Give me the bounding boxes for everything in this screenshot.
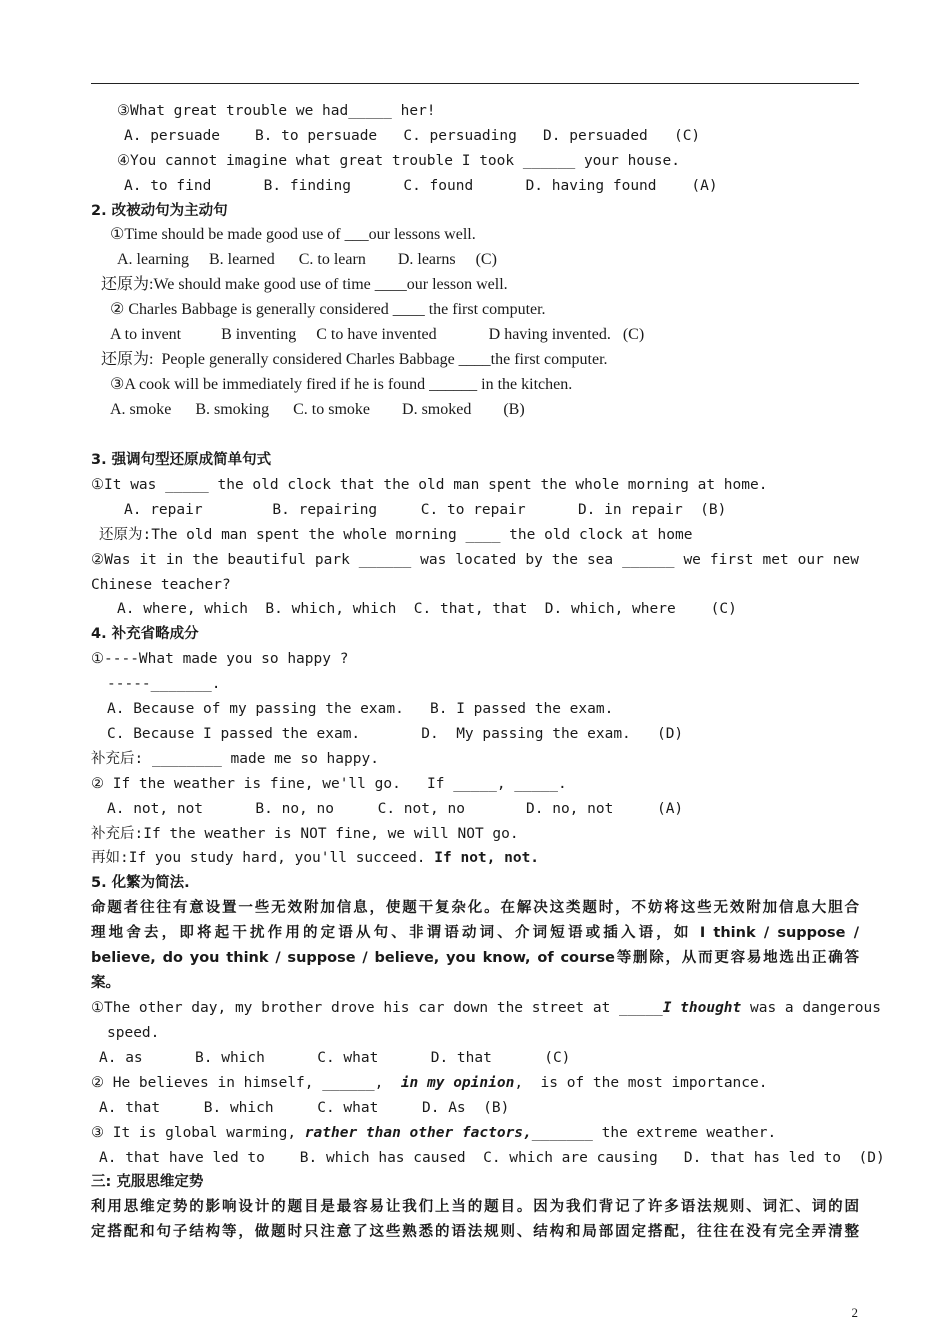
s4-question-1-options-ab: A. Because of my passing the exam. B. I passed the exam.	[107, 701, 614, 717]
s4-question-1-stem: ①----What made you so happy ?	[91, 651, 349, 667]
question-4-stem: ④You cannot imagine what great trouble I took ______ your house.	[117, 153, 680, 169]
section-4-heading: 4. 补充省略成分	[91, 626, 199, 642]
question-3-options: A. persuade B. to persuade C. persuading D. persuaded (C)	[124, 128, 701, 144]
header-rule	[91, 83, 859, 84]
s5-q2-text-a: ② He believes in himself, ______,	[91, 1075, 401, 1091]
s5-q3-text-b: _______ the extreme weather.	[531, 1125, 777, 1141]
s4-question-1-options-cd: C. Because I passed the exam. D. My passing the exam. (D)	[107, 726, 684, 742]
section-3-heading: 3. 强调句型还原成简单句式	[91, 452, 272, 468]
s3-question-2-options: A. where, which B. which, which C. that, that D. which, where (C)	[117, 601, 737, 617]
s4-example-bold: If not, not.	[434, 850, 540, 866]
s2-question-1-stem: ①Time should be made good use of ___our lessons well.	[110, 226, 476, 243]
s2-question-1-options: A. learning B. learned C. to learn D. learns (C)	[117, 251, 497, 268]
s5-q3-text-a: ③ It is global warming,	[91, 1125, 305, 1141]
s2-question-2-stem: ② Charles Babbage is generally considered ____ the first computer.	[110, 301, 546, 318]
s5-intro-line1: 命题者往往有意设置一些无效附加信息，使题干复杂化。在解决这类题时，不妨将这些无效附加信息大胆合	[91, 900, 859, 916]
s4-question-1-reply: -----_______.	[107, 676, 221, 692]
s5-question-2-options: A. that B. which C. what D. As (B)	[99, 1100, 510, 1116]
s3-question-1-stem: ①It was _____ the old clock that the old man spent the whole morning at home.	[91, 477, 768, 493]
s5-question-1-stem-cont: speed.	[107, 1025, 160, 1041]
s5-intro-line3: believe, do you think / suppose / believe, you know, of course等删除，从而更容易地选出正确答	[91, 950, 859, 966]
section-5-heading: 5. 化繁为简法.	[91, 875, 190, 891]
s4-question-2-complete: 补充后:If the weather is NOT fine, we will NOT go.	[91, 826, 519, 842]
s5-q1-italic: I thought	[662, 1000, 742, 1016]
s3-question-2-stem-line2: Chinese teacher?	[91, 577, 231, 593]
s5-q1-text-b: was a dangerous	[741, 1000, 881, 1016]
s2-question-3-options: A. smoke B. smoking C. to smoke D. smoked (B)	[110, 401, 525, 418]
s3-question-2-stem-line1: ②Was it in the beautiful park ______ was located by the sea ______ we first met our new	[91, 552, 859, 568]
s2-question-1-restore: 还原为:We should make good use of time ____our lesson well.	[101, 276, 508, 293]
s5-question-2-stem	[91, 1073, 767, 1093]
s5-question-3-stem	[91, 1123, 776, 1143]
section-2-heading: 2. 改被动句为主动句	[91, 203, 228, 219]
s4-question-1-complete: 补充后: ________ made me so happy.	[91, 751, 379, 767]
s3-question-1-options: A. repair B. repairing C. to repair D. in repair (B)	[124, 502, 727, 518]
part-3-text-line2: 定搭配和句子结构等，做题时只注意了这些熟悉的语法规则、结构和局部固定搭配，往往在没有完全弄清整	[91, 1224, 859, 1240]
s4-another-example	[91, 848, 539, 868]
s5-q3-italic: rather than other factors,	[304, 1125, 532, 1141]
s5-q1-text-a: ①The other day, my brother drove his car down the street at _____	[91, 1000, 663, 1016]
part-3-heading: 三: 克服思维定势	[91, 1174, 204, 1190]
s2-question-2-restore: 还原为: People generally considered Charles Babbage ____the first computer.	[101, 351, 608, 368]
s5-question-1-options: A. as B. which C. what D. that (C)	[99, 1050, 571, 1066]
s4-example-text: 再如:If you study hard, you'll succeed.	[91, 850, 435, 866]
s2-question-3-stem: ③A cook will be immediately fired if he is found ______ in the kitchen.	[110, 376, 573, 393]
s2-question-2-options: A to invent B inventing C to have invented D having invented. (C)	[110, 326, 645, 343]
s5-q2-italic: in my opinion	[400, 1075, 515, 1091]
s5-question-1-stem	[91, 998, 881, 1018]
page-number: 2	[851, 1305, 858, 1320]
question-4-options: A. to find B. finding C. found D. having found (A)	[124, 178, 718, 194]
s5-question-3-options: A. that have led to B. which has caused C. which are causing D. that has led to (D)	[99, 1150, 885, 1166]
part-3-text-line1: 利用思维定势的影响设计的题目是最容易让我们上当的题目。因为我们背记了许多语法规则、词汇、词的固	[91, 1199, 859, 1215]
question-3-stem: ③What great trouble we had_____ her!	[117, 103, 436, 119]
s4-question-2-stem: ② If the weather is fine, we'll go. If _____, _____.	[91, 776, 567, 792]
s4-question-2-options: A. not, not B. no, no C. not, no D. no, not (A)	[107, 801, 684, 817]
s3-question-1-restore: 还原为:The old man spent the whole morning ____ the old clock at home	[99, 527, 693, 543]
s5-intro-line2: 理地舍去，即将起干扰作用的定语从句、非谓语动词、介词短语或插入语，如 I think / suppose /	[91, 925, 859, 941]
s5-q2-text-b: , is of the most importance.	[514, 1075, 768, 1091]
s5-intro-line4: 案。	[91, 975, 120, 991]
